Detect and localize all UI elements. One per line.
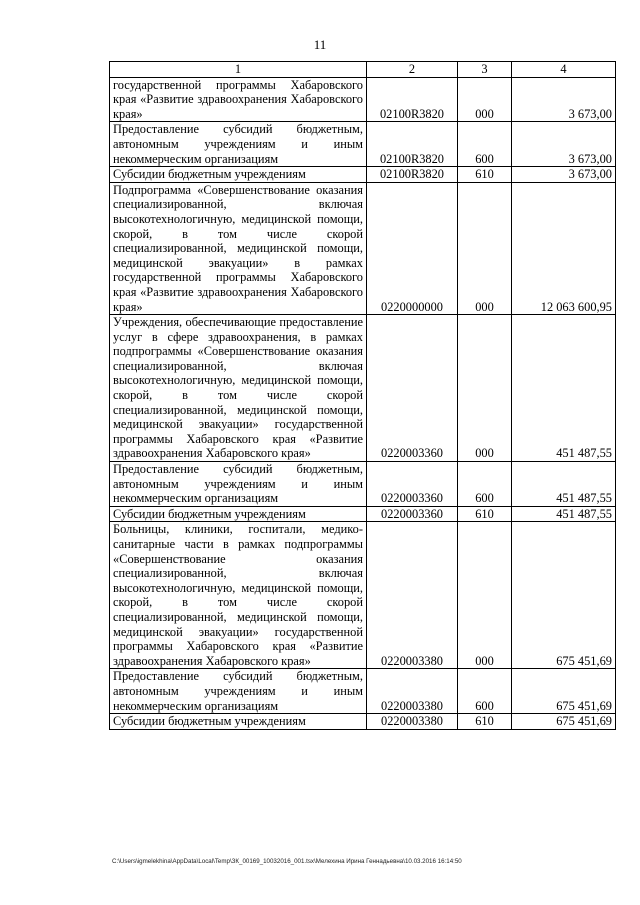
footer-file-path: C:\Users\igmelekhina\AppData\Local\Temp\ЗК_00169_10032016_001.tsx\Мелехина Ирина Геннадьевна\10.03.2016 16:14:50 [112,858,462,865]
row-target-code: 0220000000 [367,182,458,314]
row-name: государственной программы Хабаровского края «Развитие здравоохранения Хабаровского края» [110,77,367,122]
row-name: Подпрограмма «Совершенствование оказания специализированной, включая высокотехнологичную, медицинской помощи, скорой, в том числе скорой специализированной, медицинской помощи, медицинской эвакуации» в рамках государственной программы Хабаровского края «Развитие здравоохранения Хабаровского края» [110,182,367,314]
row-target-code: 02100R3820 [367,77,458,122]
row-amount: 451 487,55 [512,506,616,522]
row-name: Учреждения, обеспечивающие предоставление услуг в сфере здравоохранения, в рамках подпрограммы «Совершенствование оказания специализированной, включая высокотехнологичную, медицинской помощи, скорой, в том числе скорой специализированной, медицинской помощи, медицинской эвакуации» государственной программы Хабаровского края «Развитие здравоохранения Хабаровского края» [110,315,367,462]
row-target-code: 0220003380 [367,714,458,730]
row-name: Предоставление субсидий бюджетным, автономным учреждениям и иным некоммерческим организациям [110,462,367,507]
row-target-code: 02100R3820 [367,122,458,167]
row-expense-type: 000 [458,522,512,669]
row-target-code: 0220003380 [367,669,458,714]
table-row [110,182,616,314]
row-name: Субсидии бюджетным учреждениям [110,167,367,183]
row-name: Предоставление субсидий бюджетным, автономным учреждениям и иным некоммерческим организациям [110,669,367,714]
table-row [110,122,616,167]
row-name: Субсидии бюджетным учреждениям [110,506,367,522]
row-amount: 675 451,69 [512,522,616,669]
row-expense-type: 000 [458,315,512,462]
row-expense-type: 610 [458,506,512,522]
row-expense-type: 610 [458,167,512,183]
row-expense-type: 000 [458,182,512,314]
table-row [110,506,616,522]
table-header-row [110,62,616,78]
row-expense-type: 600 [458,462,512,507]
column-header-4: 4 [512,62,616,78]
row-amount: 3 673,00 [512,122,616,167]
row-amount: 451 487,55 [512,462,616,507]
row-amount: 12 063 600,95 [512,182,616,314]
row-name: Больницы, клиники, госпитали, медико-санитарные части в рамках подпрограммы «Совершенствование оказания специализированной, включая высокотехнологичную, медицинской помощи, скорой, в том числе скорой специализированной, медицинской помощи, медицинской эвакуации» государственной программы Хабаровского края «Развитие здравоохранения Хабаровского края» [110,522,367,669]
table-row [110,714,616,730]
table-row [110,522,616,669]
table-row [110,669,616,714]
row-target-code: 0220003360 [367,315,458,462]
row-target-code: 0220003380 [367,522,458,669]
row-amount: 3 673,00 [512,77,616,122]
table-row [110,315,616,462]
page-number: 11 [313,37,327,52]
column-header-2: 2 [367,62,458,78]
column-header-3: 3 [458,62,512,78]
table-row [110,167,616,183]
row-name: Предоставление субсидий бюджетным, автономным учреждениям и иным некоммерческим организациям [110,122,367,167]
row-name: Субсидии бюджетным учреждениям [110,714,367,730]
table-row [110,462,616,507]
row-target-code: 0220003360 [367,506,458,522]
table-row [110,77,616,122]
row-amount: 675 451,69 [512,714,616,730]
column-header-1: 1 [110,62,367,78]
row-expense-type: 610 [458,714,512,730]
row-expense-type: 000 [458,77,512,122]
budget-table [109,61,616,730]
row-target-code: 02100R3820 [367,167,458,183]
row-amount: 3 673,00 [512,167,616,183]
row-amount: 675 451,69 [512,669,616,714]
row-amount: 451 487,55 [512,315,616,462]
row-target-code: 0220003360 [367,462,458,507]
row-expense-type: 600 [458,669,512,714]
row-expense-type: 600 [458,122,512,167]
